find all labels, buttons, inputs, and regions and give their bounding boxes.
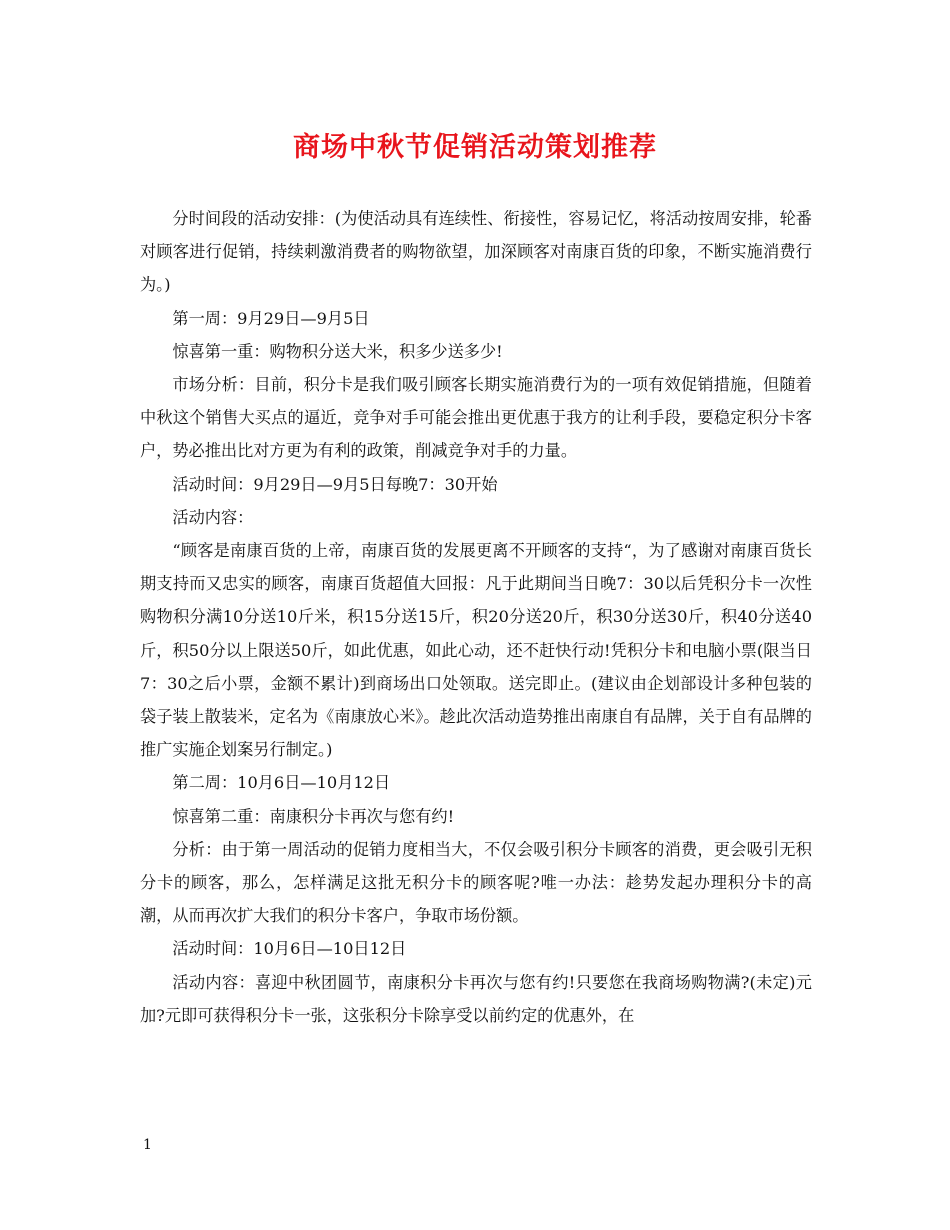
document-body bbox=[140, 202, 812, 1032]
paragraph-week-two: 第二周：10月6日—10月12日 bbox=[172, 773, 391, 793]
paragraph-activity-content-one: “顾客是南康百货的上帝，南康百货的发展更离不开顾客的支持“，为了感谢对南康百货长期支持而又忠实的顾客，南康百货超值大回报：凡于此期间当日晚7：30以后凭积分卡一次性购物积分满10分送10斤米，积15分送15斤，积20分送20斤，积30分送30斤，积40分送40斤，积50分以上限送50斤，如此优惠，如此心动，还不赶快行动!凭积分卡和电脑小票(限当日7：30之后小票，金额不累计)到商场出口处领取。送完即止。(建议由企划部设计多种包装的袋子装上散装米，定名为《南康放心米》。趁此次活动造势推出南康自有品牌，关于自有品牌的推广实施企划案另行制定。) bbox=[140, 541, 812, 760]
paragraph-surprise-one: 惊喜第一重：购物积分送大米，积多少送多少! bbox=[172, 341, 503, 361]
paragraph-week-one: 第一周：9月29日—9月5日 bbox=[172, 308, 370, 328]
paragraph-market-analysis: 市场分析：目前，积分卡是我们吸引顾客长期实施消费行为的一项有效促销措施，但随着中秋这个销售大买点的逼近，竞争对手可能会推出更优惠于我方的让利手段，要稳定积分卡客户，势必推出比对方更为有利的政策，削减竞争对手的力量。 bbox=[140, 375, 812, 461]
paragraph-schedule-intro: 分时间段的活动安排：(为使活动具有连续性、衔接性，容易记忆，将活动按周安排，轮番对顾客进行促销，持续刺激消费者的购物欲望，加深顾客对南康百货的印象，不断实施消费行为。) bbox=[140, 209, 812, 295]
paragraph-activity-content-label: 活动内容： bbox=[172, 507, 254, 527]
paragraph-activity-time-two: 活动时间：10月6日—10日12日 bbox=[172, 939, 407, 959]
paragraph-activity-content-two: 活动内容：喜迎中秋团圆节，南康积分卡再次与您有约!只要您在我商场购物满?(未定)元加?元即可获得积分卡一张，这张积分卡除享受以前约定的优惠外，在 bbox=[140, 972, 812, 1025]
document-title: 商场中秋节促销活动策划推荐 bbox=[293, 132, 657, 163]
paragraph-surprise-two: 惊喜第二重：南康积分卡再次与您有约! bbox=[172, 806, 455, 826]
paragraph-activity-time-one: 活动时间：9月29日—9月5日每晚7：30开始 bbox=[172, 474, 498, 494]
page-number: 1 bbox=[143, 1137, 152, 1153]
paragraph-analysis-two: 分析：由于第一周活动的促销力度相当大，不仅会吸引积分卡顾客的消费，更会吸引无积分卡的顾客，那么，怎样满足这批无积分卡的顾客呢?唯一办法：趁势发起办理积分卡的高潮，从而再次扩大我们的积分卡客户，争取市场份额。 bbox=[140, 839, 812, 926]
